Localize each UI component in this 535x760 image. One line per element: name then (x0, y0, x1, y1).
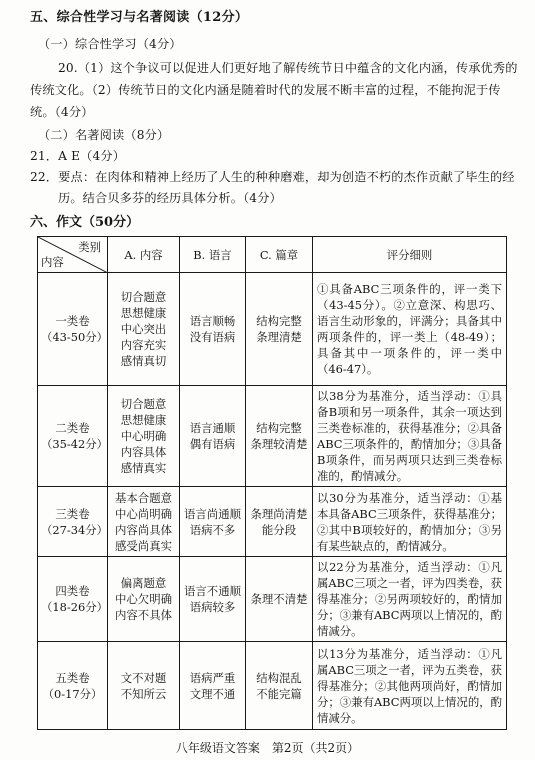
category-cell (38, 487, 108, 557)
header-a: A. 内容 (108, 237, 180, 273)
category-name: 四类卷 (55, 584, 90, 598)
header-detail: 评分细则 (313, 237, 507, 273)
header-c: C. 篇章 (246, 237, 313, 273)
criteria-line: 没有语病 (189, 330, 236, 344)
criteria-line: 文理不通 (189, 686, 236, 701)
q22-line-1: 22．要点：在肉体和精神上经历了人生的种种磨难，却为创造不朽的杰作贡献了毕生的经 (30, 170, 515, 184)
category-cell (38, 642, 108, 730)
table-row (38, 487, 507, 557)
criteria-line: 思想健康 (120, 413, 167, 427)
criteria-line: 条理清楚 (256, 330, 302, 344)
q22-line-2: 历。结合贝多芬的经历具体分析。（4分） (58, 191, 282, 205)
criteria-line: 语言通顺 (189, 421, 236, 435)
composition-grading-table (37, 236, 507, 730)
criteria-line: 感受尚真实 (115, 538, 172, 553)
criteria-line: 不知所云 (120, 686, 167, 701)
table-row (38, 557, 507, 642)
category-name: 二类卷 (55, 421, 90, 435)
scoring-detail-cell: ①具备ABC三项条件的，评一类下（43-45分）。②立意深、构思巧、语言生动形象的，评满分；具备其中两项条件的，评一类上（48-49）；具备其中一项条件的，评一类中（46-47）。 (313, 273, 507, 386)
q20-line-2: 传统文化。（2）传统节日的文化内涵是随着时代的发展不断丰富的过程，不能拘泥于传 (30, 83, 501, 97)
criteria-b-cell (180, 487, 246, 557)
section-six-heading: 六、作文（50分） (30, 215, 140, 230)
criteria-line: 结构完整 (256, 314, 302, 328)
scoring-detail-cell: 以22分为基准分，适当浮动：①凡属ABC三项之一者，评为四类卷，获得基准分；②另两项较好的，酌情加分；③兼有ABC两项以上情况的，酌情减分。 (313, 557, 507, 642)
criteria-line: 不能完篇 (256, 686, 302, 701)
part-one-title: （一）综合性学习（4分） (38, 37, 182, 51)
scoring-detail-cell: 以13分为基准分，适当浮动：①凡属ABC三项之一者，评为五类卷，获得基准分；②其他两项尚好，酌情加分；③兼有ABC两项以上情况的，酌情减分。 (313, 642, 507, 730)
scoring-detail-cell: 以30分为基准分，适当浮动：①基本具备ABC三项条件，获得基准分；②其中B项较好的，酌情加分；③另有某些缺点的，酌情减分。 (313, 487, 507, 557)
criteria-line: 感情真切 (120, 354, 167, 368)
criteria-line: 内容具体 (120, 445, 167, 459)
criteria-a-cell (108, 487, 180, 557)
category-range: （43-50分） (41, 330, 109, 344)
criteria-line: 切合题意 (120, 397, 167, 411)
criteria-line: 语病严重 (189, 670, 236, 685)
criteria-a-cell (108, 386, 180, 487)
category-cell (38, 273, 108, 386)
criteria-line: 偏离题意 (120, 576, 167, 590)
corner-bottom-label: 内容 (41, 255, 64, 269)
criteria-line: 基本合题意 (115, 490, 172, 505)
category-cell (38, 386, 108, 487)
criteria-line: 切合题意 (120, 290, 167, 304)
page-footer: 八年级语文答案 第2页（共2页） (175, 741, 360, 755)
criteria-c-cell (246, 273, 313, 386)
criteria-line: 语言顺畅 (189, 314, 236, 328)
criteria-line: 语病较多 (189, 600, 236, 614)
criteria-line: 中心尚明确 (115, 506, 172, 521)
table-row (38, 642, 507, 730)
category-range: （27-34分） (41, 522, 109, 537)
criteria-line: 条理不清楚 (250, 592, 308, 606)
category-range: （35-42分） (41, 437, 109, 451)
criteria-line: 思想健康 (120, 306, 167, 320)
criteria-line: 结构混乱 (256, 670, 302, 685)
criteria-line: 条理较清楚 (250, 437, 308, 451)
criteria-b-cell (180, 273, 246, 386)
criteria-line: 语病不多 (189, 522, 236, 537)
criteria-c-cell (246, 557, 313, 642)
q20-line-3: 统。（4分） (30, 105, 94, 119)
criteria-c-cell (246, 487, 313, 557)
table-row (38, 273, 507, 386)
table-header-row (38, 237, 507, 273)
criteria-line: 中心欠明确 (115, 592, 172, 606)
criteria-a-cell (108, 642, 180, 730)
category-cell (38, 557, 108, 642)
criteria-line: 语言不通顺 (184, 584, 241, 598)
criteria-line: 内容充实 (120, 338, 167, 352)
category-name: 三类卷 (55, 506, 90, 521)
criteria-a-cell (108, 557, 180, 642)
scoring-detail-cell: 以38分为基准分，适当浮动：①具备B项和另一项条件，其余一项达到三类卷标准的，获得基准分；②具备ABC三项条件的，酌情加分；③具备B项条件，而另两项只达到三类卷标准的，酌情减分。 (313, 386, 507, 487)
part-two-title: （二）名著阅读（8分） (38, 128, 170, 142)
corner-cell (38, 237, 108, 273)
table-row (38, 386, 507, 487)
section-five-heading: 五、综合性学习与名著阅读（12分） (30, 10, 249, 25)
criteria-line: 内容尚具体 (115, 522, 172, 537)
criteria-line: 结构完整 (256, 421, 302, 435)
category-name: 一类卷 (55, 314, 90, 328)
criteria-line: 感情真实 (120, 461, 167, 475)
criteria-a-cell (108, 273, 180, 386)
criteria-line: 中心突出 (120, 322, 167, 336)
criteria-line: 偶有语病 (189, 437, 236, 451)
criteria-b-cell (180, 557, 246, 642)
criteria-b-cell (180, 386, 246, 487)
header-b: B. 语言 (180, 237, 246, 273)
category-name: 五类卷 (55, 670, 90, 685)
criteria-line: 条理尚清楚 (250, 506, 308, 521)
criteria-line: 内容不具体 (115, 608, 172, 622)
criteria-line: 文不对题 (120, 670, 167, 685)
criteria-line: 语言尚通顺 (184, 506, 241, 521)
criteria-b-cell (180, 642, 246, 730)
criteria-line: 能分段 (261, 522, 297, 537)
category-range: （0-17分） (42, 686, 103, 701)
criteria-c-cell (246, 642, 313, 730)
category-range: （18-26分） (41, 600, 109, 614)
criteria-c-cell (246, 386, 313, 487)
q21-answer: 21．A E（4分） (30, 149, 126, 163)
q20-line-1: 20.（1）这个争议可以促进人们更好地了解传统节日中蕴含的文化内涵，传承优秀的 (58, 61, 518, 75)
criteria-line: 中心明确 (120, 429, 167, 443)
corner-top-label: 类别 (78, 240, 101, 254)
